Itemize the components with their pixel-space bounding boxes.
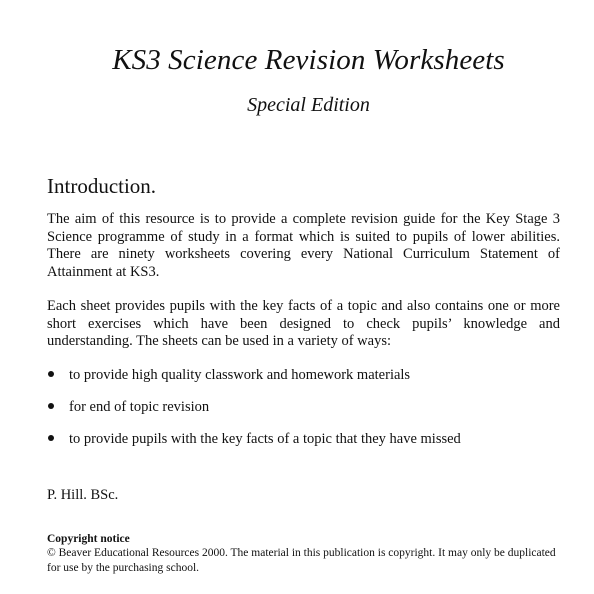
document-subtitle: Special Edition: [247, 94, 370, 116]
list-item-text: to provide high quality classwork and homework materials: [69, 367, 411, 383]
list-item: [47, 431, 567, 463]
usage-paragraph: Each sheet provides pupils with the key facts of a topic and also contains one or more short exercises which have been designed to check pupils’ knowledge and understanding. The sheets can be used in a variety of ways:: [47, 298, 560, 349]
section-heading: Introduction.: [47, 174, 157, 198]
copyright-text: © Beaver Educational Resources 2000. The material in this publication is copyright. It may only be duplicated for use by the purchasing school.: [47, 547, 556, 574]
copyright-heading: Copyright notice: [47, 533, 130, 545]
list-item: [47, 399, 567, 431]
list-item-text: for end of topic revision: [69, 399, 210, 415]
uses-list: [47, 367, 567, 463]
intro-paragraph: The aim of this resource is to provide a complete revision guide for the Key Stage 3 Science programme of study in a format which is suited to pupils of lower abilities. There are ninety worksheets covering every National Curriculum Statement of Attainment at KS3.: [47, 211, 560, 280]
list-item-text: to provide pupils with the key facts of a topic that they have missed: [69, 431, 461, 447]
author-credit: P. Hill. BSc.: [47, 487, 119, 503]
bullet-icon: [48, 403, 54, 409]
list-item: [47, 367, 567, 399]
bullet-icon: [48, 371, 54, 377]
document-title: KS3 Science Revision Worksheets: [112, 44, 505, 76]
bullet-icon: [48, 435, 54, 441]
